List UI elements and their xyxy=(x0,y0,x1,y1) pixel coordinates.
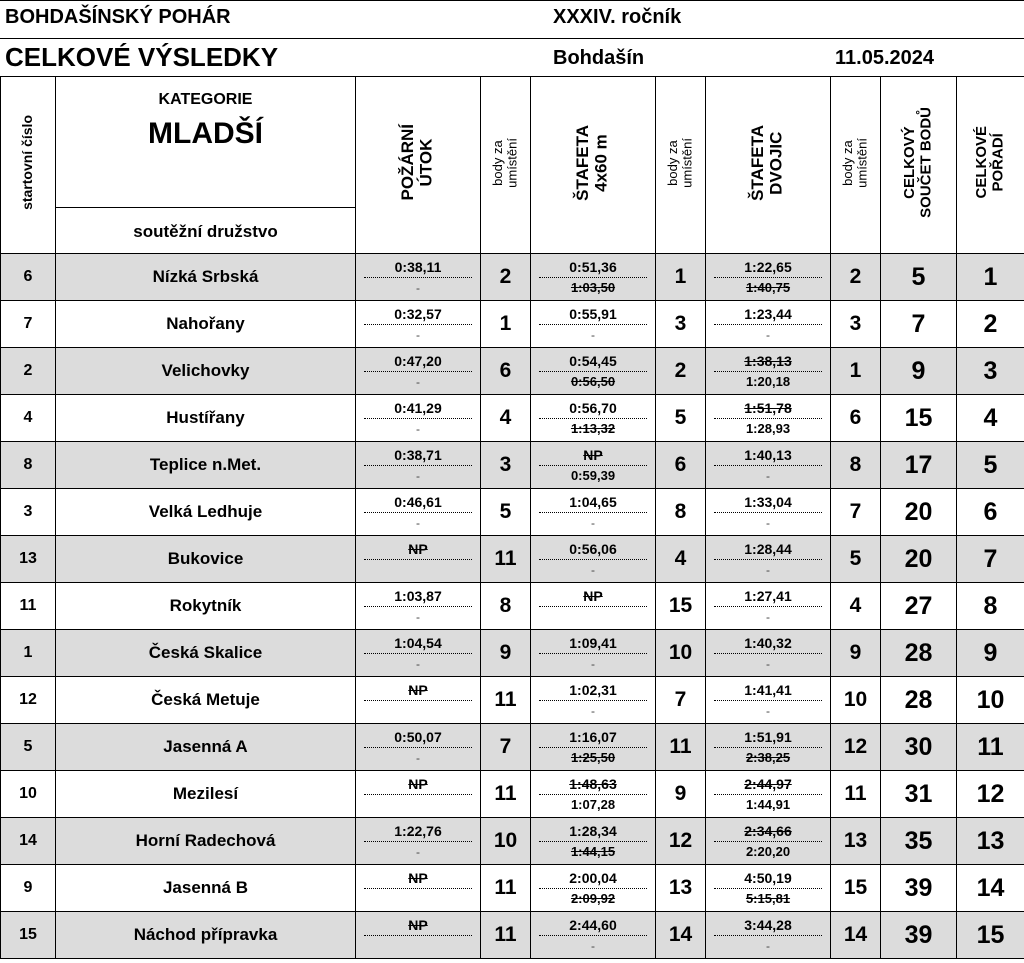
relay-times xyxy=(531,301,656,348)
time-second-attempt: 1:03,50 xyxy=(570,279,616,295)
time-first-attempt: 1:04,54 xyxy=(364,633,472,654)
col-attack: POŽÁRNÍ ÚTOK xyxy=(356,77,481,254)
pairs-points: 2 xyxy=(831,254,881,301)
start-number: 3 xyxy=(1,489,56,536)
relay-points: 7 xyxy=(656,677,706,724)
col-pairs-points: body za umístění xyxy=(831,77,881,254)
overall-rank: 10 xyxy=(957,677,1024,724)
time-first-attempt: 3:44,28 xyxy=(714,915,822,936)
relay-points: 2 xyxy=(656,348,706,395)
start-number: 5 xyxy=(1,724,56,771)
time-first-attempt: 0:41,29 xyxy=(364,398,472,419)
table-row xyxy=(1,912,1024,959)
time-first-attempt: NP xyxy=(539,586,647,607)
category-label: KATEGORIE xyxy=(158,91,253,108)
time-first-attempt: 1:27,41 xyxy=(714,586,822,607)
relay-points: 9 xyxy=(656,771,706,818)
team-label: soutěžní družstvo xyxy=(133,222,278,241)
table-row xyxy=(1,348,1024,395)
table-row xyxy=(1,254,1024,301)
time-first-attempt: 1:23,44 xyxy=(714,304,822,325)
results-title: CELKOVÉ VÝSLEDKY xyxy=(5,42,279,72)
attack-points: 7 xyxy=(481,724,531,771)
start-number: 10 xyxy=(1,771,56,818)
start-number: 4 xyxy=(1,395,56,442)
attack-times xyxy=(356,489,481,536)
attack-points: 10 xyxy=(481,818,531,865)
category-name: MLADŠÍ xyxy=(148,117,263,150)
col-start-number: startovní číslo xyxy=(1,77,56,254)
attack-points: 11 xyxy=(481,912,531,959)
table-row xyxy=(1,818,1024,865)
time-second-attempt xyxy=(364,936,472,956)
time-second-attempt: - xyxy=(591,515,595,530)
overall-rank: 12 xyxy=(957,771,1024,818)
time-first-attempt: 1:22,65 xyxy=(714,257,822,278)
relay-points: 12 xyxy=(656,818,706,865)
document-header xyxy=(0,0,1024,76)
total-points: 5 xyxy=(881,254,957,301)
team-name: Česká Skalice xyxy=(56,630,356,677)
time-second-attempt: 1:44,91 xyxy=(745,796,791,812)
time-first-attempt: 1:04,65 xyxy=(539,492,647,513)
attack-times xyxy=(356,442,481,489)
table-row xyxy=(1,630,1024,677)
time-second-attempt: - xyxy=(591,703,595,718)
time-second-attempt: 1:07,28 xyxy=(570,796,616,812)
relay-points: 10 xyxy=(656,630,706,677)
time-second-attempt: - xyxy=(766,609,770,624)
time-second-attempt: - xyxy=(416,609,420,624)
time-second-attempt xyxy=(539,607,647,627)
attack-points: 8 xyxy=(481,583,531,630)
time-first-attempt: 1:02,31 xyxy=(539,680,647,701)
time-first-attempt: 0:38,11 xyxy=(364,257,472,278)
overall-rank: 1 xyxy=(957,254,1024,301)
time-first-attempt: 1:03,87 xyxy=(364,586,472,607)
time-second-attempt: - xyxy=(416,327,420,342)
pairs-points: 11 xyxy=(831,771,881,818)
time-first-attempt: NP xyxy=(364,680,472,701)
team-name: Jasenná B xyxy=(56,865,356,912)
attack-points: 2 xyxy=(481,254,531,301)
pairs-times xyxy=(706,442,831,489)
total-points: 17 xyxy=(881,442,957,489)
pairs-times xyxy=(706,254,831,301)
pairs-times xyxy=(706,348,831,395)
time-first-attempt: 2:34,66 xyxy=(714,821,822,842)
overall-rank: 5 xyxy=(957,442,1024,489)
time-first-attempt: NP xyxy=(364,774,472,795)
relay-times xyxy=(531,348,656,395)
time-first-attempt: 1:09,41 xyxy=(539,633,647,654)
time-second-attempt: 1:28,93 xyxy=(745,420,791,436)
top-rule xyxy=(0,0,1024,1)
overall-rank: 3 xyxy=(957,348,1024,395)
relay-times xyxy=(531,630,656,677)
time-second-attempt: - xyxy=(766,703,770,718)
time-second-attempt: 0:56,50 xyxy=(570,373,616,389)
pairs-times xyxy=(706,301,831,348)
edition: XXXIV. ročník xyxy=(553,6,682,28)
relay-points: 11 xyxy=(656,724,706,771)
attack-times xyxy=(356,583,481,630)
total-points: 20 xyxy=(881,536,957,583)
relay-points: 1 xyxy=(656,254,706,301)
time-first-attempt: 1:16,07 xyxy=(539,727,647,748)
total-points: 20 xyxy=(881,489,957,536)
pairs-times xyxy=(706,865,831,912)
relay-points: 6 xyxy=(656,442,706,489)
overall-rank: 6 xyxy=(957,489,1024,536)
attack-times xyxy=(356,630,481,677)
location: Bohdašín xyxy=(553,47,645,69)
attack-times xyxy=(356,677,481,724)
time-first-attempt: 0:56,70 xyxy=(539,398,647,419)
time-second-attempt: - xyxy=(766,468,770,483)
attack-points: 1 xyxy=(481,301,531,348)
pairs-points: 1 xyxy=(831,348,881,395)
overall-rank: 4 xyxy=(957,395,1024,442)
total-points: 39 xyxy=(881,912,957,959)
time-second-attempt: - xyxy=(766,562,770,577)
relay-times xyxy=(531,677,656,724)
relay-points: 5 xyxy=(656,395,706,442)
attack-points: 11 xyxy=(481,865,531,912)
table-row xyxy=(1,489,1024,536)
time-first-attempt: 2:44,60 xyxy=(539,915,647,936)
attack-times xyxy=(356,818,481,865)
time-second-attempt: - xyxy=(416,468,420,483)
overall-rank: 9 xyxy=(957,630,1024,677)
overall-rank: 2 xyxy=(957,301,1024,348)
pairs-times xyxy=(706,912,831,959)
team-name: Velká Ledhuje xyxy=(56,489,356,536)
attack-times xyxy=(356,724,481,771)
pairs-points: 7 xyxy=(831,489,881,536)
team-name: Teplice n.Met. xyxy=(56,442,356,489)
time-first-attempt: 1:28,34 xyxy=(539,821,647,842)
team-name: Jasenná A xyxy=(56,724,356,771)
time-second-attempt: 1:40,75 xyxy=(745,279,791,295)
time-second-attempt: 2:38,25 xyxy=(745,749,791,765)
team-name: Horní Radechová xyxy=(56,818,356,865)
time-second-attempt: 1:20,18 xyxy=(745,373,791,389)
table-row xyxy=(1,677,1024,724)
total-points: 27 xyxy=(881,583,957,630)
relay-times xyxy=(531,254,656,301)
pairs-points: 6 xyxy=(831,395,881,442)
relay-points: 14 xyxy=(656,912,706,959)
start-number: 9 xyxy=(1,865,56,912)
time-second-attempt: 2:20,20 xyxy=(745,843,791,859)
team-name: Velichovky xyxy=(56,348,356,395)
start-number: 1 xyxy=(1,630,56,677)
time-first-attempt: 0:50,07 xyxy=(364,727,472,748)
pairs-points: 12 xyxy=(831,724,881,771)
team-name: Česká Metuje xyxy=(56,677,356,724)
time-first-attempt: 1:22,76 xyxy=(364,821,472,842)
attack-points: 4 xyxy=(481,395,531,442)
attack-points: 9 xyxy=(481,630,531,677)
table-row xyxy=(1,771,1024,818)
relay-points: 4 xyxy=(656,536,706,583)
time-first-attempt: 1:40,32 xyxy=(714,633,822,654)
pairs-points: 5 xyxy=(831,536,881,583)
attack-times xyxy=(356,301,481,348)
col-total: CELKOVÝ SOUČET BODŮ xyxy=(881,77,957,254)
table-row xyxy=(1,583,1024,630)
attack-points: 3 xyxy=(481,442,531,489)
attack-times xyxy=(356,912,481,959)
total-points: 30 xyxy=(881,724,957,771)
start-number: 8 xyxy=(1,442,56,489)
time-first-attempt: 0:32,57 xyxy=(364,304,472,325)
col-rank: CELKOVÉ POŘADÍ xyxy=(957,77,1024,254)
attack-times xyxy=(356,348,481,395)
overall-rank: 7 xyxy=(957,536,1024,583)
col-relay: ŠTAFETA 4x60 m xyxy=(531,77,656,254)
total-points: 15 xyxy=(881,395,957,442)
total-points: 9 xyxy=(881,348,957,395)
team-name: Bukovice xyxy=(56,536,356,583)
time-first-attempt: 1:28,44 xyxy=(714,539,822,560)
relay-times xyxy=(531,865,656,912)
pairs-points: 13 xyxy=(831,818,881,865)
overall-rank: 15 xyxy=(957,912,1024,959)
time-second-attempt: - xyxy=(591,938,595,953)
time-first-attempt: 1:51,78 xyxy=(714,398,822,419)
time-first-attempt: NP xyxy=(539,445,647,466)
time-second-attempt: - xyxy=(416,421,420,436)
time-first-attempt: 1:40,13 xyxy=(714,445,822,466)
total-points: 39 xyxy=(881,865,957,912)
col-pairs: ŠTAFETA DVOJIC xyxy=(706,77,831,254)
overall-rank: 14 xyxy=(957,865,1024,912)
pairs-times xyxy=(706,771,831,818)
relay-times xyxy=(531,442,656,489)
table-row xyxy=(1,724,1024,771)
pairs-times xyxy=(706,536,831,583)
time-second-attempt: - xyxy=(416,515,420,530)
time-first-attempt: 0:56,06 xyxy=(539,539,647,560)
time-second-attempt: 2:09,92 xyxy=(570,890,616,906)
pairs-points: 14 xyxy=(831,912,881,959)
total-points: 7 xyxy=(881,301,957,348)
pairs-points: 10 xyxy=(831,677,881,724)
team-name: Nízká Srbská xyxy=(56,254,356,301)
col-relay-points: body za umístění xyxy=(656,77,706,254)
header-row xyxy=(1,77,1024,254)
time-second-attempt xyxy=(364,889,472,909)
relay-times xyxy=(531,912,656,959)
time-second-attempt: 1:44,15 xyxy=(570,843,616,859)
time-second-attempt xyxy=(364,701,472,721)
time-first-attempt: 1:51,91 xyxy=(714,727,822,748)
start-number: 11 xyxy=(1,583,56,630)
team-name: Mezilesí xyxy=(56,771,356,818)
time-first-attempt: 0:38,71 xyxy=(364,445,472,466)
time-second-attempt: - xyxy=(766,938,770,953)
time-second-attempt: 1:25,50 xyxy=(570,749,616,765)
attack-points: 11 xyxy=(481,677,531,724)
time-second-attempt xyxy=(364,560,472,580)
team-name: Náchod přípravka xyxy=(56,912,356,959)
start-number: 7 xyxy=(1,301,56,348)
table-row xyxy=(1,865,1024,912)
attack-points: 6 xyxy=(481,348,531,395)
attack-times xyxy=(356,771,481,818)
time-second-attempt: 5:15,81 xyxy=(745,890,791,906)
attack-times xyxy=(356,395,481,442)
total-points: 35 xyxy=(881,818,957,865)
attack-times xyxy=(356,865,481,912)
time-second-attempt: - xyxy=(591,656,595,671)
attack-times xyxy=(356,254,481,301)
time-second-attempt: - xyxy=(416,280,420,295)
time-first-attempt: 2:44,97 xyxy=(714,774,822,795)
team-name: Nahořany xyxy=(56,301,356,348)
overall-rank: 8 xyxy=(957,583,1024,630)
start-number: 12 xyxy=(1,677,56,724)
team-name: Rokytník xyxy=(56,583,356,630)
attack-points: 11 xyxy=(481,536,531,583)
time-first-attempt: 0:51,36 xyxy=(539,257,647,278)
start-number: 15 xyxy=(1,912,56,959)
header-rule xyxy=(0,38,1024,39)
time-first-attempt: 1:38,13 xyxy=(714,351,822,372)
team-name: Hustířany xyxy=(56,395,356,442)
time-second-attempt: - xyxy=(766,515,770,530)
time-second-attempt: - xyxy=(416,374,420,389)
col-team xyxy=(56,77,356,254)
start-number: 6 xyxy=(1,254,56,301)
table-row xyxy=(1,301,1024,348)
time-second-attempt: - xyxy=(416,844,420,859)
pairs-times xyxy=(706,818,831,865)
time-second-attempt: - xyxy=(416,656,420,671)
attack-points: 5 xyxy=(481,489,531,536)
results-body xyxy=(1,254,1024,959)
time-first-attempt: 0:54,45 xyxy=(539,351,647,372)
time-second-attempt: - xyxy=(416,750,420,765)
relay-points: 3 xyxy=(656,301,706,348)
relay-points: 13 xyxy=(656,865,706,912)
relay-times xyxy=(531,489,656,536)
relay-times xyxy=(531,724,656,771)
results-table xyxy=(0,76,1024,959)
competition-title: BOHDAŠÍNSKÝ POHÁR xyxy=(5,6,231,28)
time-first-attempt: 4:50,19 xyxy=(714,868,822,889)
overall-rank: 13 xyxy=(957,818,1024,865)
relay-times xyxy=(531,395,656,442)
relay-times xyxy=(531,818,656,865)
time-second-attempt xyxy=(364,795,472,815)
date: 11.05.2024 xyxy=(835,47,934,69)
pairs-times xyxy=(706,724,831,771)
time-second-attempt: 1:13,32 xyxy=(570,420,616,436)
time-second-attempt: 0:59,39 xyxy=(570,467,616,483)
pairs-times xyxy=(706,489,831,536)
pairs-times xyxy=(706,395,831,442)
pairs-points: 3 xyxy=(831,301,881,348)
start-number: 13 xyxy=(1,536,56,583)
relay-times xyxy=(531,583,656,630)
table-row xyxy=(1,395,1024,442)
pairs-points: 4 xyxy=(831,583,881,630)
time-first-attempt: 1:33,04 xyxy=(714,492,822,513)
time-first-attempt: 0:55,91 xyxy=(539,304,647,325)
relay-times xyxy=(531,771,656,818)
attack-times xyxy=(356,536,481,583)
time-first-attempt: 1:48,63 xyxy=(539,774,647,795)
pairs-times xyxy=(706,583,831,630)
relay-points: 15 xyxy=(656,583,706,630)
time-first-attempt: NP xyxy=(364,868,472,889)
time-second-attempt: - xyxy=(591,327,595,342)
time-first-attempt: NP xyxy=(364,539,472,560)
time-second-attempt: - xyxy=(591,562,595,577)
start-number: 14 xyxy=(1,818,56,865)
time-second-attempt: - xyxy=(766,656,770,671)
total-points: 28 xyxy=(881,677,957,724)
total-points: 31 xyxy=(881,771,957,818)
pairs-points: 8 xyxy=(831,442,881,489)
time-first-attempt: 0:46,61 xyxy=(364,492,472,513)
start-number: 2 xyxy=(1,348,56,395)
time-second-attempt: - xyxy=(766,327,770,342)
total-points: 28 xyxy=(881,630,957,677)
relay-points: 8 xyxy=(656,489,706,536)
relay-times xyxy=(531,536,656,583)
col-attack-points: body za umístění xyxy=(481,77,531,254)
pairs-times xyxy=(706,630,831,677)
time-first-attempt: 2:00,04 xyxy=(539,868,647,889)
attack-points: 11 xyxy=(481,771,531,818)
table-row xyxy=(1,442,1024,489)
pairs-points: 9 xyxy=(831,630,881,677)
pairs-points: 15 xyxy=(831,865,881,912)
time-first-attempt: 1:41,41 xyxy=(714,680,822,701)
time-first-attempt: 0:47,20 xyxy=(364,351,472,372)
overall-rank: 11 xyxy=(957,724,1024,771)
pairs-times xyxy=(706,677,831,724)
table-row xyxy=(1,536,1024,583)
time-first-attempt: NP xyxy=(364,915,472,936)
